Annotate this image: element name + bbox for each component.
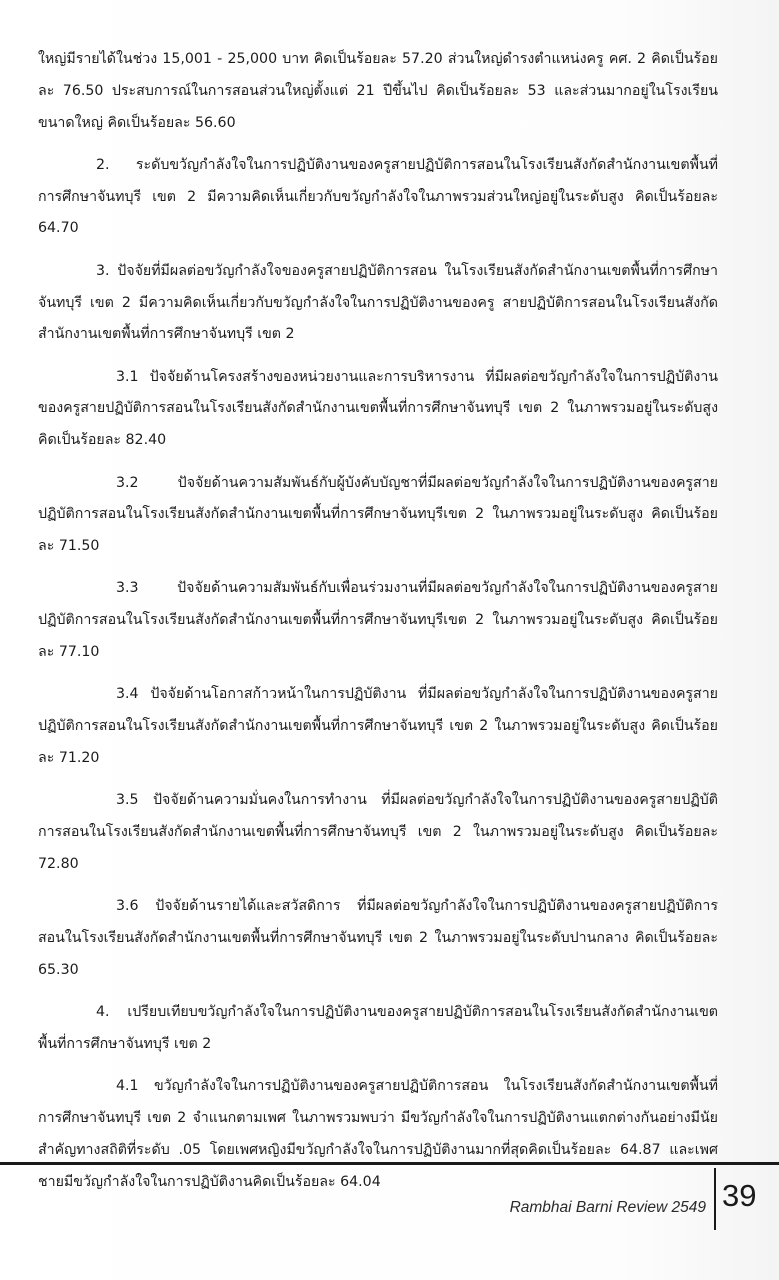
footer-divider — [714, 1168, 716, 1230]
body-text — [38, 44, 718, 1198]
paragraph-item-4: 4. เปรียบเทียบขวัญกำลังใจในการปฏิบัติงานของครูสายปฏิบัติการสอนในโรงเรียนสังกัดสำนักงานเขตพื้นที่การศึกษาจันทบุรี เขต 2 — [38, 1004, 718, 1052]
paragraph-item-3-5: 3.5 ปัจจัยด้านความมั่นคงในการทำงาน ที่มีผลต่อขวัญกำลังใจในการปฏิบัติงานของครูสายปฏิบัติการสอนในโรงเรียนสังกัดสำนักงานเขตพื้นที่การศึกษาจันทบุรี เขต 2 ในภาพรวมอยู่ในระดับสูง คิดเป็นร้อยละ 72.80 — [38, 792, 718, 872]
paragraph-item-3-3: 3.3 ปัจจัยด้านความสัมพันธ์กับเพื่อนร่วมงานที่มีผลต่อขวัญกำลังใจในการปฏิบัติงานของครูสายปฏิบัติการสอนในโรงเรียนสังกัดสำนักงานเขตพื้นที่การศึกษาจันทบุรีเขต 2 ในภาพรวมอยู่ในระดับสูง คิดเป็นร้อยละ 77.10 — [38, 580, 718, 661]
paragraph-item-3: 3. ปัจจัยที่มีผลต่อขวัญกำลังใจของครูสายปฏิบัติการสอน ในโรงเรียนสังกัดสำนักงานเขตพื้นที่การศึกษาจันทบุรี เขต 2 มีความคิดเห็นเกี่ยวกับขวัญกำลังใจในการปฏิบัติงานของครู สายปฏิบัติการสอนในโรงเรียนสังกัดสำนักงานเขตพื้นที่การศึกษาจันทบุรี เขต 2 — [38, 262, 718, 343]
paragraph-continuation: ใหญ่มีรายได้ในช่วง 15,001 - 25,000 บาท คิดเป็นร้อยละ 57.20 ส่วนใหญ่ดำรงตำแหน่งครู คศ. 2 คิดเป็นร้อยละ 76.50 ประสบการณ์ในการสอนส่วนใหญ่ตั้งแต่ 21 ปีขึ้นไป คิดเป็นร้อยละ 53 และส่วนมากอยู่ในโรงเรียนขนาดใหญ่ คิดเป็นร้อยละ 56.60 — [38, 51, 718, 131]
paragraph-item-3-6: 3.6 ปัจจัยด้านรายได้และสวัสดิการ ที่มีผลต่อขวัญกำลังใจในการปฏิบัติงานของครูสายปฏิบัติการสอนในโรงเรียนสังกัดสำนักงานเขตพื้นที่การศึกษาจันทบุรี เขต 2 ในภาพรวมอยู่ในระดับปานกลาง คิดเป็นร้อยละ 65.30 — [38, 898, 718, 978]
paragraph-item-4-1: 4.1 ขวัญกำลังใจในการปฏิบัติงานของครูสายปฏิบัติการสอน ในโรงเรียนสังกัดสำนักงานเขตพื้นที่การศึกษาจันทบุรี เขต 2 จำแนกตามเพศ ในภาพรวมพบว่า มีขวัญกำลังใจในการปฏิบัติงานแตกต่างกันอย่างมีนัยสำคัญทางสถิติที่ระดับ .05 โดยเพศหญิงมีขวัญกำลังใจในการปฏิบัติงานมากที่สุดคิดเป็นร้อยละ 64.87 และเพศชายมีขวัญกำลังใจในการปฏิบัติงานคิดเป็นร้อยละ 64.04 — [38, 1078, 718, 1190]
page-number: 39 — [722, 1178, 757, 1213]
footer-rule — [0, 1162, 779, 1165]
paragraph-item-3-4: 3.4 ปัจจัยด้านโอกาสก้าวหน้าในการปฏิบัติงาน ที่มีผลต่อขวัญกำลังใจในการปฏิบัติงานของครูสายปฏิบัติการสอนในโรงเรียนสังกัดสำนักงานเขตพื้นที่การศึกษาจันทบุรี เขต 2 ในภาพรวมอยู่ในระดับสูง คิดเป็นร้อยละ 71.20 — [38, 686, 718, 766]
paragraph-item-3-2: 3.2 ปัจจัยด้านความสัมพันธ์กับผู้บังคับบัญชาที่มีผลต่อขวัญกำลังใจในการปฏิบัติงานของครูสายปฏิบัติการสอนในโรงเรียนสังกัดสำนักงานเขตพื้นที่การศึกษาจันทบุรีเขต 2 ในภาพรวมอยู่ในระดับสูง คิดเป็นร้อยละ 71.50 — [38, 474, 718, 555]
paragraph-item-2: 2. ระดับขวัญกำลังใจในการปฏิบัติงานของครูสายปฏิบัติการสอนในโรงเรียนสังกัดสำนักงานเขตพื้นที่การศึกษาจันทบุรี เขต 2 มีความคิดเห็นเกี่ยวกับขวัญกำลังใจในภาพรวมส่วนใหญ่อยู่ในระดับสูง คิดเป็นร้อยละ 64.70 — [38, 156, 718, 237]
journal-name: Rambhai Barni Review 2549 — [509, 1199, 706, 1216]
paragraph-item-3-1: 3.1 ปัจจัยด้านโครงสร้างของหน่วยงานและการบริหารงาน ที่มีผลต่อขวัญกำลังใจในการปฏิบัติงานของครูสายปฏิบัติการสอนในโรงเรียนสังกัดสำนักงานเขตพื้นที่การศึกษาจันทบุรี เขต 2 ในภาพรวมอยู่ในระดับสูง คิดเป็นร้อยละ 82.40 — [38, 368, 718, 449]
